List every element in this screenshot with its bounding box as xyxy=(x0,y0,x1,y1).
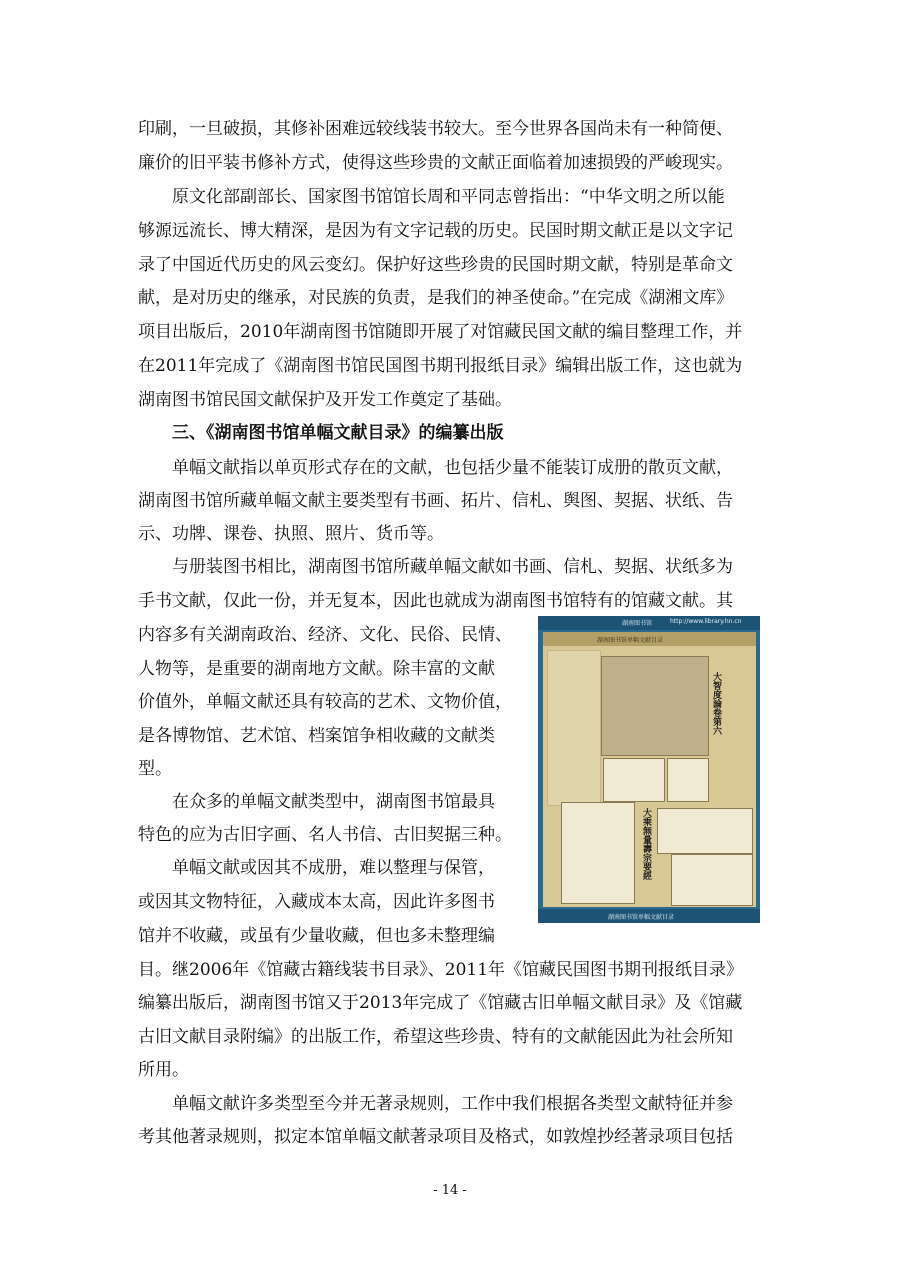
body-line-2: 廉价的旧平装书修补方式，使得这些珍贵的文献正面临着加速损毁的严峻现实。 xyxy=(138,153,733,173)
body-line-6: 献，是对历史的继承，对民族的负责，是我们的神圣使命。”在完成《湖湘文库》 xyxy=(138,288,734,308)
body-line-25: 目。继2006年《馆藏古籍线装书目录》、2011年《馆藏民国图书期刊报纸目录》 xyxy=(138,960,744,980)
contract-manuscript xyxy=(667,758,709,802)
body-line-23: 或因其文物特征，入藏成本太高，因此许多图书 xyxy=(138,892,495,912)
body-line-3: 原文化部副部长、国家图书馆馆长周和平同志曾指出：“中华文明之所以能 xyxy=(172,187,725,207)
catalog-cover-image xyxy=(538,616,760,923)
deed-manuscript xyxy=(671,854,753,906)
calligraphy-scroll xyxy=(547,650,601,806)
body-line-30: 考其他著录规则，拟定本馆单幅文献著录项目及格式，如敦煌抄经著录项目包括 xyxy=(138,1127,733,1147)
body-line-22: 单幅文献或因其不成册，难以整理与保管， xyxy=(172,858,495,878)
body-line-18: 是各博物馆、艺术馆、档案馆争相收藏的文献类 xyxy=(138,726,495,746)
body-line-15: 内容多有关湖南政治、经济、文化、民俗、民情、 xyxy=(138,625,512,645)
cover-header-url: http://www.library.hn.cn xyxy=(670,618,742,625)
sutra-manuscript xyxy=(601,656,709,756)
body-line-20: 在众多的单幅文献类型中，湖南图书馆最具 xyxy=(172,792,495,812)
body-line-16: 人物等，是重要的湖南地方文献。除丰富的文献 xyxy=(138,659,495,679)
body-line-19: 型。 xyxy=(138,759,172,779)
scripture-manuscript xyxy=(561,802,635,904)
body-line-27: 古旧文献目录附编》的出版工作，希望这些珍贵、特有的文献能因此为社会所知 xyxy=(138,1027,733,1047)
page-number: - 14 - xyxy=(433,1183,467,1198)
cover-bottom-bar xyxy=(538,909,760,923)
body-line-28: 所用。 xyxy=(138,1060,189,1080)
body-line-1: 印刷，一旦破损，其修补困难远较线装书较大。至今世界各国尚未有一种简便、 xyxy=(138,119,733,139)
body-line-12: 示、功牌、课卷、执照、照片、货币等。 xyxy=(138,524,444,544)
body-line-8: 在2011年完成了《湖南图书馆民国图书期刊报纸目录》编辑出版工作，这也就为 xyxy=(138,356,743,376)
body-line-24: 馆并不收藏，或虽有少量收藏，但也多未整理编 xyxy=(138,926,495,946)
body-line-4: 够源远流长、博大精深，是因为有文字记载的历史。民国时期文献正是以文字记 xyxy=(138,221,733,241)
body-line-21: 特色的应为古旧字画、名人书信、古旧契据三种。 xyxy=(138,825,512,845)
body-line-10: 单幅文献指以单页形式存在的文献，也包括少量不能装订成册的散页文献， xyxy=(172,458,733,478)
section-heading: 三、《湖南图书馆单幅文献目录》的编纂出版 xyxy=(172,423,504,443)
cover-top-bar xyxy=(538,616,760,630)
cover-panel xyxy=(543,632,756,907)
body-line-17: 价值外，单幅文献还具有较高的艺术、文物价值， xyxy=(138,692,512,712)
cover-header-name: 湖南图书馆 xyxy=(622,620,653,627)
body-line-29: 单幅文献许多类型至今并无著录规则，工作中我们根据各类型文献特征并参 xyxy=(172,1094,733,1114)
cover-title-band xyxy=(543,632,756,646)
body-line-7: 项目出版后，2010年湖南图书馆随即开展了对馆藏民国文献的编目整理工作，并 xyxy=(138,322,743,342)
cover-title: 湖南图书馆单幅文献目录 xyxy=(597,637,664,644)
body-line-14: 手书文献，仅此一份，并无复本，因此也就成为湖南图书馆特有的馆藏文献。其 xyxy=(138,591,733,611)
body-line-5: 录了中国近代历史的风云变幻。保护好这些珍贵的民国时期文献，特别是革命文 xyxy=(138,255,733,275)
cover-caption-1: 大智度論卷第六 xyxy=(711,672,721,735)
cover-caption-2: 大乘無量壽宗要經 xyxy=(641,808,651,880)
body-line-9: 湖南图书馆民国文献保护及开发工作奠定了基础。 xyxy=(138,390,512,410)
body-line-26: 编纂出版后，湖南图书馆又于2013年完成了《馆藏古旧单幅文献目录》及《馆藏 xyxy=(138,993,743,1013)
letter-manuscript xyxy=(603,758,665,802)
body-line-13: 与册装图书相比，湖南图书馆所藏单幅文献如书画、信札、契据、状纸多为 xyxy=(172,557,733,577)
body-line-11: 湖南图书馆所藏单幅文献主要类型有书画、拓片、信札、舆图、契据、状纸、告 xyxy=(138,491,733,511)
record-manuscript xyxy=(657,808,753,854)
cover-footer-title: 湖南图书馆单幅文献目录 xyxy=(608,914,675,921)
